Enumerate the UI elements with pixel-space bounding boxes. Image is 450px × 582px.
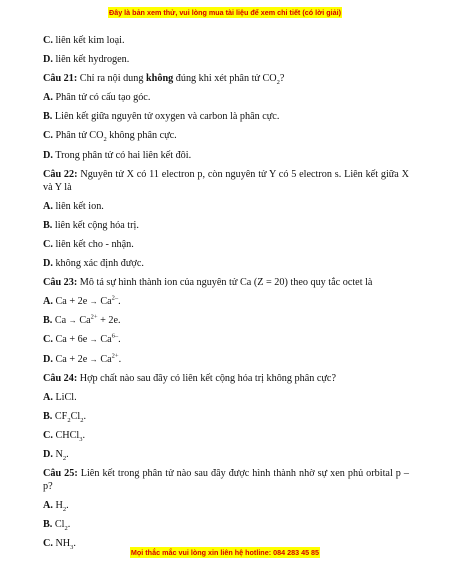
option-text: LiCl. <box>52 391 77 403</box>
option-text: . <box>118 296 121 308</box>
option-label: A. <box>43 200 53 212</box>
option-text: liên kết hydrogen. <box>52 54 130 66</box>
subscript: 2 <box>62 506 67 514</box>
option-b <box>43 518 409 531</box>
option-text: liên kết cho - nhận. <box>52 238 134 250</box>
subscript: 3 <box>79 435 83 443</box>
option-a <box>43 200 409 213</box>
option-text: Ca + 2e <box>52 353 90 365</box>
arrow-icon: → <box>68 316 77 326</box>
option-label: B. <box>43 410 53 422</box>
question-24 <box>43 372 409 385</box>
option-label: D. <box>43 448 53 460</box>
subscript: 3 <box>70 544 74 552</box>
question-label: Câu 25: <box>43 468 78 480</box>
option-label: C. <box>43 538 53 550</box>
question-text: Mô tả sự hình thành ion của nguyên tử Ca (Z = 20) theo quy tắc octet là <box>77 277 373 289</box>
question-text: ? <box>279 73 285 85</box>
question-22 <box>43 168 409 194</box>
option-label: A. <box>43 500 53 512</box>
option-label: A. <box>43 391 53 403</box>
preview-banner-text: Đây là bản xem thử, vui lòng mua tài liệu để xem chi tiết (có lời giải) <box>109 8 341 17</box>
option-label: B. <box>43 219 53 231</box>
superscript: 2– <box>111 294 119 302</box>
option-text: Ca <box>97 353 112 365</box>
option-text: không phân cực. <box>106 130 177 142</box>
option-text: . <box>66 500 69 512</box>
option-text: . <box>118 334 121 346</box>
option-label: C. <box>43 238 53 250</box>
superscript: 2+ <box>90 313 98 321</box>
option-label: D. <box>43 258 53 270</box>
option-a <box>43 91 409 104</box>
option-text: Cl <box>70 410 81 422</box>
option-b <box>43 110 409 123</box>
option-text: Cl <box>52 519 65 531</box>
option-text: . <box>82 429 86 441</box>
question-label: Câu 23: <box>43 277 78 289</box>
question-text: Hợp chất nào sau đây có liên kết cộng hóa trị không phân cực? <box>77 372 336 384</box>
option-text: liên kết ion. <box>52 200 104 212</box>
option-text: liên kết cộng hóa trị. <box>52 219 139 231</box>
question-text: đúng khi xét phân tử CO <box>173 73 277 85</box>
option-label: C. <box>43 130 53 142</box>
option-text: Ca <box>52 315 69 327</box>
option-text: N <box>52 448 63 460</box>
subscript: 2 <box>103 136 107 144</box>
option-b <box>43 219 409 232</box>
option-text: Trong phân tử có hai liên kết đôi. <box>52 149 192 161</box>
option-text: liên kết kim loại. <box>52 35 125 46</box>
option-text: NH <box>52 538 71 550</box>
option-text: . <box>118 353 122 365</box>
option-label: C. <box>43 429 53 441</box>
question-label: Câu 24: <box>43 372 78 384</box>
subscript: 2 <box>67 416 71 424</box>
question-label: Câu 21: <box>43 73 78 85</box>
option-label: B. <box>43 111 53 123</box>
option-d <box>43 257 409 270</box>
option-d <box>43 53 409 66</box>
option-text: H <box>52 500 63 512</box>
option-c <box>43 333 409 346</box>
arrow-icon: → <box>89 335 98 345</box>
question-21 <box>43 72 409 85</box>
question-emphasis: không <box>146 73 174 85</box>
option-text: Phân tử CO <box>52 130 104 142</box>
question-23 <box>43 276 409 289</box>
option-c <box>43 34 409 47</box>
option-c <box>43 238 409 251</box>
option-text: Ca + 2e <box>52 296 90 308</box>
option-b <box>43 410 409 423</box>
option-text: CF <box>52 410 68 422</box>
option-text: Ca <box>97 296 112 308</box>
option-text: . <box>73 538 76 550</box>
option-label: C. <box>43 334 53 346</box>
option-label: A. <box>43 92 53 104</box>
subscript: 2 <box>80 416 84 424</box>
option-text: không xác định được. <box>52 258 144 270</box>
option-label: D. <box>43 149 53 161</box>
superscript: 2+ <box>111 352 119 360</box>
subscript: 2 <box>62 455 67 462</box>
question-label: Câu 22: <box>43 168 78 180</box>
option-text: . <box>66 448 69 460</box>
option-b <box>43 314 409 327</box>
document-body <box>43 34 409 556</box>
option-d <box>43 353 409 366</box>
arrow-icon: → <box>89 354 98 364</box>
option-text: Ca + 6e <box>52 334 90 346</box>
option-label: D. <box>43 353 53 365</box>
option-d <box>43 149 409 162</box>
option-text: Liên kết giữa nguyên tử oxygen và carbon là phân cực. <box>52 111 280 123</box>
option-label: C. <box>43 35 53 46</box>
option-label: B. <box>43 519 53 531</box>
superscript: 6– <box>111 333 119 341</box>
option-label: D. <box>43 54 53 66</box>
option-c <box>43 129 409 142</box>
option-text: CHCl <box>52 429 80 441</box>
question-25 <box>43 467 409 493</box>
subscript: 2 <box>64 525 68 533</box>
option-label: A. <box>43 296 53 308</box>
option-a <box>43 499 409 512</box>
option-d <box>43 448 409 461</box>
option-c <box>43 429 409 442</box>
hotline-banner-text: Mọi thắc mắc vui lòng xin liên hệ hotline: 084 283 45 85 <box>130 548 320 557</box>
option-text: Ca <box>76 315 91 327</box>
option-text: . <box>83 410 87 422</box>
preview-banner <box>0 8 450 17</box>
option-text: . <box>67 519 71 531</box>
hotline-banner <box>0 548 450 557</box>
question-text: Nguyên tử X có 11 electron p, còn nguyên tử Y có 5 electron s. Liên kết giữa X và Y là <box>43 168 409 193</box>
option-text: Ca <box>97 334 112 346</box>
option-text: + 2e. <box>97 315 121 327</box>
arrow-icon: → <box>89 297 98 307</box>
question-text: Liên kết trong phân tử nào sau đây được hình thành nhờ sự xen phủ orbital p – p? <box>43 468 410 493</box>
subscript: 2 <box>276 79 280 87</box>
option-a <box>43 391 409 404</box>
question-text: Chỉ ra nội dung <box>77 73 147 85</box>
option-text: Phân tử có cấu tạo góc. <box>52 92 151 104</box>
option-a <box>43 295 409 308</box>
option-label: B. <box>43 315 53 327</box>
